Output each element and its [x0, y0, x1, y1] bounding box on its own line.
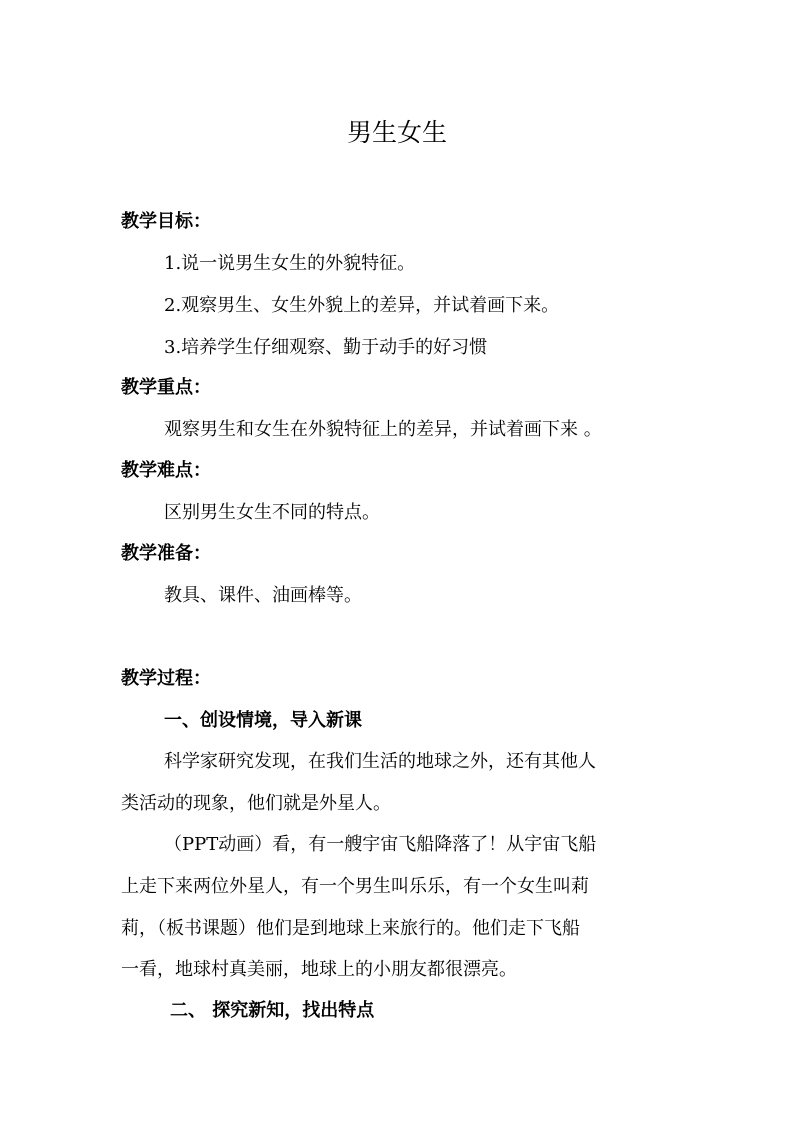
preparation-heading: 教学准备：	[121, 543, 211, 564]
paragraph-line: （PPT动画）看，有一艘宇宙飞船降落了！从宇宙飞船	[164, 834, 597, 855]
key-points-heading: 教学重点：	[121, 377, 211, 398]
process-heading: 教学过程：	[121, 668, 211, 689]
section-1-title: 一、创设情境，导入新课	[164, 710, 362, 731]
difficulties-heading: 教学难点：	[121, 460, 211, 481]
objective-item-1: 1.说一说男生女生的外貌特征。	[164, 253, 416, 274]
key-points-text: 观察男生和女生在外貌特征上的差异，并试着画下来 。	[164, 419, 602, 440]
paragraph-line: 莉，（板书课题）他们是到地球上来旅行的。他们走下飞船	[121, 918, 580, 939]
objectives-heading: 教学目标：	[121, 211, 211, 232]
difficulties-text: 区别男生女生不同的特点。	[164, 502, 380, 523]
preparation-text: 教具、课件、油画棒等。	[164, 585, 362, 606]
section-2-title: 二、 探究新知，找出特点	[170, 1000, 375, 1021]
objective-item-3: 3.培养学生仔细观察、勤于动手的好习惯	[164, 337, 488, 358]
paragraph-line: 科学家研究发现，在我们生活的地球之外，还有其他人	[164, 751, 596, 772]
objective-item-2: 2.观察男生、女生外貌上的差异，并试着画下来。	[164, 295, 560, 316]
paragraph-line: 上走下来两位外星人，有一个男生叫乐乐，有一个女生叫莉	[121, 876, 589, 897]
document-title: 男生女生	[346, 118, 447, 147]
paragraph-line: 类活动的现象，他们就是外星人。	[121, 793, 391, 814]
paragraph-line: 一看，地球村真美丽，地球上的小朋友都很漂亮。	[121, 959, 517, 980]
